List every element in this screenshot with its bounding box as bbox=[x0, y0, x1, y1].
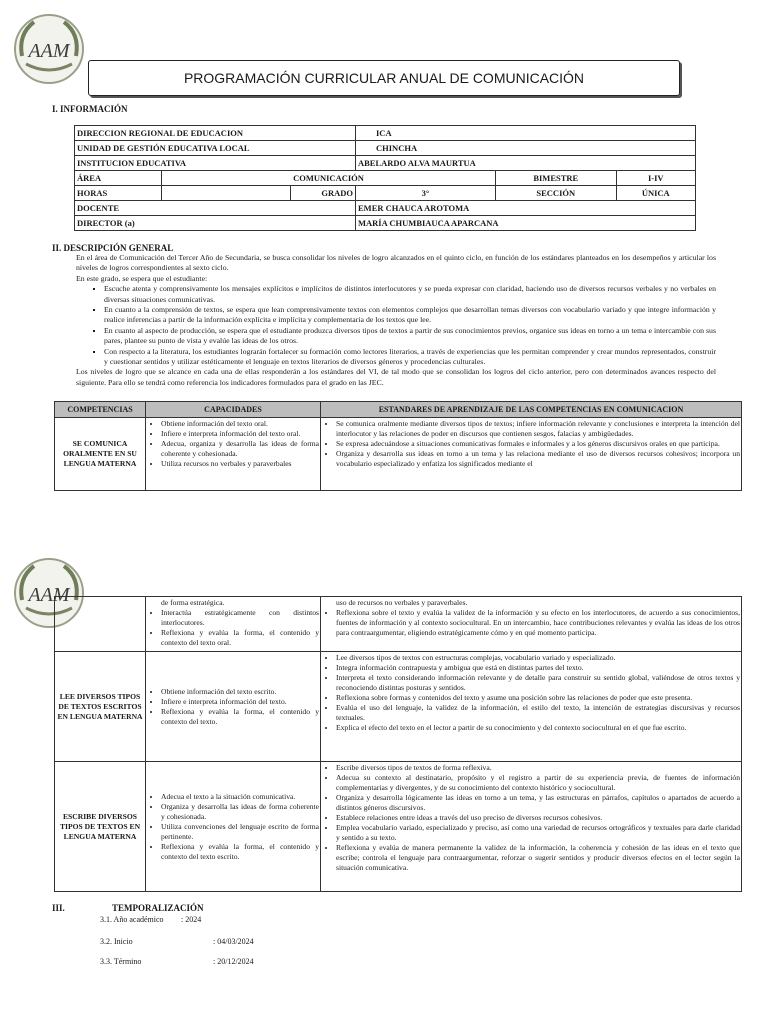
competencies-table-continued bbox=[54, 596, 742, 892]
standard-item: • Emplea vocabulario variado, especializado y preciso, así como una variedad de recursos ortográficos y textuales para darle claridad y sentido a su texto. bbox=[336, 823, 740, 843]
temp-end-value: : 20/12/2024 bbox=[213, 957, 254, 966]
capacity-item: • Organiza y desarrolla las ideas de forma coherente y cohesionada. bbox=[161, 802, 319, 822]
horas-label: HORAS bbox=[75, 186, 162, 201]
capacity-item: • Adecua, organiza y desarrolla las ideas de forma coherente y cohesionada. bbox=[161, 439, 319, 459]
standard-item: • Se expresa adecuándose a situaciones comunicativas formales e informales y a los géneros discursivos orales en que participa. bbox=[336, 439, 740, 449]
capacity-item: • Utiliza convenciones del lenguaje escrito de forma pertinente. bbox=[161, 822, 319, 842]
desc-bullet: ▪ En cuanto a la comprensión de textos, se espera que lean comprensivamente textos con elementos complejos que desarrollan temas diversos con vocabulario variado y que integre información y realice inferencias a partir de la información explícita e implícita y complementaria de los textos que lee. bbox=[104, 305, 716, 326]
standard-item: • Interpreta el texto considerando información relevante y de detalle para construir su sentido global, valiéndose de otros textos y reconociendo distintas posturas y sentidos. bbox=[336, 673, 740, 693]
competency-name-cont bbox=[55, 597, 146, 652]
standard-item: • Reflexiona y evalúa de manera permanente la validez de la información, la coherencia y cohesión de las ideas en el texto que escribe; controla el lenguaje para contraargumentar, reforzar o sugerir sentidos y producir diversos efectos en el lector según la situación comunicativa. bbox=[336, 843, 740, 873]
standard-item: • Integra información contrapuesta y ambigua que está en distintas partes del texto. bbox=[336, 663, 740, 673]
standard-item: • Se comunica oralmente mediante diversos tipos de textos; infiere información relevante y conclusiones e interpreta la intención del interlocutor y las relaciones de poder en discursos que contienen sesgos, falacias y ambigüedades. bbox=[336, 419, 740, 439]
standard-item: • Explica el efecto del texto en el lector a partir de su conocimiento y del contexto sociocultural en el que fue escrito. bbox=[336, 723, 740, 733]
capacity-item: • Obtiene información del texto oral. bbox=[161, 419, 319, 429]
capacity-item: • Reflexiona y evalúa la forma, el contenido y contexto del texto. bbox=[161, 707, 319, 727]
desc-bullet: ▪ Con respecto a la literatura, los estudiantes lograrán fortalecer su formación como lectores literarios, a través de experiencias que les permitan comprender y crear mundos representados, construir y cuestionar sentidos y utilizar estéticamente el lenguaje en textos literarios de diversos géneros y procedencias culturales. bbox=[104, 347, 716, 368]
temp-end-label: 3.3. Término bbox=[100, 957, 142, 966]
docente-value: EMER CHAUCA AROTOMA bbox=[356, 201, 696, 216]
standards-cell bbox=[321, 597, 742, 652]
competency-name: ESCRIBE DIVERSOS TIPOS DE TEXTOS EN LENGUA MATERNA bbox=[55, 762, 146, 892]
capacities-cell bbox=[146, 762, 321, 892]
section-info-heading: I. INFORMACIÓN bbox=[52, 104, 128, 114]
temp-start-value: : 04/03/2024 bbox=[213, 937, 254, 946]
capacity-item: • Infiere e interpreta información del texto. bbox=[161, 697, 319, 707]
grado-label: GRADO bbox=[291, 186, 356, 201]
horas-value bbox=[162, 186, 291, 201]
ie-value: ABELARDO ALVA MAURTUA bbox=[356, 156, 696, 171]
description-block bbox=[76, 253, 716, 388]
grado-value: 3° bbox=[356, 186, 496, 201]
capacity-item: • Obtiene información del texto escrito. bbox=[161, 687, 319, 697]
desc-paragraph: En este grado, se espera que el estudiante: bbox=[76, 273, 208, 283]
header-competencias: COMPETENCIAS bbox=[55, 402, 146, 418]
standard-item: • Reflexiona sobre formas y contenidos del texto y asume una posición sobre las relaciones de poder que este presenta. bbox=[336, 693, 740, 703]
page-break bbox=[0, 503, 768, 551]
temp-year-label: 3.1. Año académico bbox=[100, 915, 164, 924]
standard-item: • Escribe diversos tipos de textos de forma reflexiva. bbox=[336, 763, 740, 773]
capacities-cell bbox=[146, 418, 321, 491]
capacity-item: • Infiere e interpreta información del texto oral. bbox=[161, 429, 319, 439]
section-desc-heading: II. DESCRIPCIÓN GENERAL bbox=[52, 243, 174, 253]
bimestre-label: BIMESTRE bbox=[496, 171, 617, 186]
ugel-label: UNIDAD DE GESTIÓN EDUCATIVA LOCAL bbox=[75, 141, 356, 156]
standard-item: • Organiza y desarrolla lógicamente las ideas en torno a un tema, y las estructuras en párrafos, capítulos o apartados de acuerdo a distintos géneros discursivos. bbox=[336, 793, 740, 813]
section-temp-number: III. bbox=[52, 903, 65, 913]
docente-label: DOCENTE bbox=[75, 201, 356, 216]
ie-label: INSTITUCION EDUCATIVA bbox=[75, 156, 356, 171]
capacity-item: • Interactúa estratégicamente con distintos interlocutores. bbox=[161, 608, 319, 628]
standard-item: • Evalúa el uso del lenguaje, la validez de la información, el estilo del texto, la intención de estrategias discursivas y recursos textuales. bbox=[336, 703, 740, 723]
school-logo bbox=[12, 12, 86, 86]
seccion-value: ÚNICA bbox=[616, 186, 695, 201]
svg-text:AAM: AAM bbox=[28, 40, 70, 62]
capacities-cell bbox=[146, 652, 321, 762]
area-label: ÁREA bbox=[75, 171, 162, 186]
temp-year-value: : 2024 bbox=[181, 915, 202, 924]
standard-item: • Reflexiona sobre el texto y evalúa la validez de la información y su efecto en los interlocutores, de acuerdo a sus conocimientos, fuentes de información y al contexto sociocultural. En un intercambio, hace contribuciones relevantes y evalúa las ideas de los otros para contraargumentar, eligiendo estratégicamente cómo y en qué momento participa. bbox=[336, 608, 740, 638]
desc-bullet: ▪ Escuche atenta y comprensivamente los mensajes explícitos e implícitos de distintos interlocutores y se pueda expresar con claridad, haciendo uso de diversos recursos verbales y no verbales en diversas situaciones comunicativas. bbox=[104, 284, 716, 305]
standards-cell bbox=[321, 762, 742, 892]
ugel-value: CHINCHA bbox=[356, 141, 696, 156]
capacity-item: • Reflexiona y evalúa la forma, el contenido y contexto del texto oral. bbox=[161, 628, 319, 648]
section-temp-heading: TEMPORALIZACIÓN bbox=[112, 903, 204, 913]
desc-paragraph: Los niveles de logro que se alcance en cada una de ellas responderán a los estándares del VI, de tal modo que se consolidan los logros del ciclo anterior, pero con determinados avances respecto del siguiente. Para ello se tendrá como referencia los indicadores formulados para el grado en las JEC. bbox=[76, 367, 716, 387]
competency-name: SE COMUNICA ORALMENTE EN SU LENGUA MATERNA bbox=[55, 418, 146, 491]
standards-cell bbox=[321, 418, 742, 491]
bimestre-value: I-IV bbox=[616, 171, 695, 186]
competencies-table bbox=[54, 401, 742, 491]
standard-item: • Lee diversos tipos de textos con estructuras complejas, vocabulario variado y especializado. bbox=[336, 653, 740, 663]
area-value: COMUNICACIÓN bbox=[162, 171, 496, 186]
standard-item: • Adecua su contexto al destinatario, propósito y el registro a partir de su experiencia previa, de fuentes de información complementarias y divergentes, y de su conocimiento del contexto histórico y sociocultural. bbox=[336, 773, 740, 793]
header-estandares: ESTANDARES DE APRENDIZAJE DE LAS COMPETENCIAS EN COMUNICACION bbox=[321, 402, 742, 418]
info-table bbox=[74, 125, 696, 231]
seccion-label: SECCIÓN bbox=[496, 186, 617, 201]
header-capacidades: CAPACIDADES bbox=[146, 402, 321, 418]
capacity-item: • Reflexiona y evalúa la forma, el contenido y contexto del texto escrito. bbox=[161, 842, 319, 862]
director-label: DIRECTOR (a) bbox=[75, 216, 356, 231]
director-value: MARÍA CHUMBIAUCA APARCANA bbox=[356, 216, 696, 231]
desc-bullet: ▪ En cuanto al aspecto de producción, se espera que el estudiante produzca diversos tipos de textos a partir de sus conocimientos previos, organice sus ideas en torno a un tema e intercambie con sus pares, plantee su punto de vista y evalúe las ideas de los otros. bbox=[104, 326, 716, 347]
capacity-item: • Utiliza recursos no verbales y paraverbales bbox=[161, 459, 319, 469]
standards-cell bbox=[321, 652, 742, 762]
capacity-item: • Adecua el texto a la situación comunicativa. bbox=[161, 792, 319, 802]
dre-value: ICA bbox=[356, 126, 696, 141]
standard-item: • Establece relaciones entre ideas a través del uso preciso de diversos recursos cohesivos. bbox=[336, 813, 740, 823]
standard-cont: uso de recursos no verbales y paraverbales. bbox=[336, 598, 468, 607]
competency-name: LEE DIVERSOS TIPOS DE TEXTOS ESCRITOS EN LENGUA MATERNA bbox=[55, 652, 146, 762]
dre-label: DIRECCION REGIONAL DE EDUCACION bbox=[75, 126, 356, 141]
capacities-cell bbox=[146, 597, 321, 652]
document-title: PROGRAMACIÓN CURRICULAR ANUAL DE COMUNICACIÓN bbox=[88, 60, 680, 96]
desc-paragraph: En el área de Comunicación del Tercer Año de Secundaria, se busca consolidar los niveles de logro alcanzados en el quinto ciclo, en función de los estándares planteados en los desempeños y articular los niveles de logros correspondientes al sexto ciclo. bbox=[76, 253, 716, 273]
temp-start-label: 3.2. Inicio bbox=[100, 937, 133, 946]
capacity-cont: de forma estratégica. bbox=[161, 598, 225, 607]
standard-item: • Organiza y desarrolla sus ideas en torno a un tema y las relaciona mediante el uso de diversos recursos cohesivos; incorpora un vocabulario especializado y enfatiza los significados mediante el bbox=[336, 449, 740, 469]
svg-text:AAM: AAM bbox=[28, 584, 70, 606]
